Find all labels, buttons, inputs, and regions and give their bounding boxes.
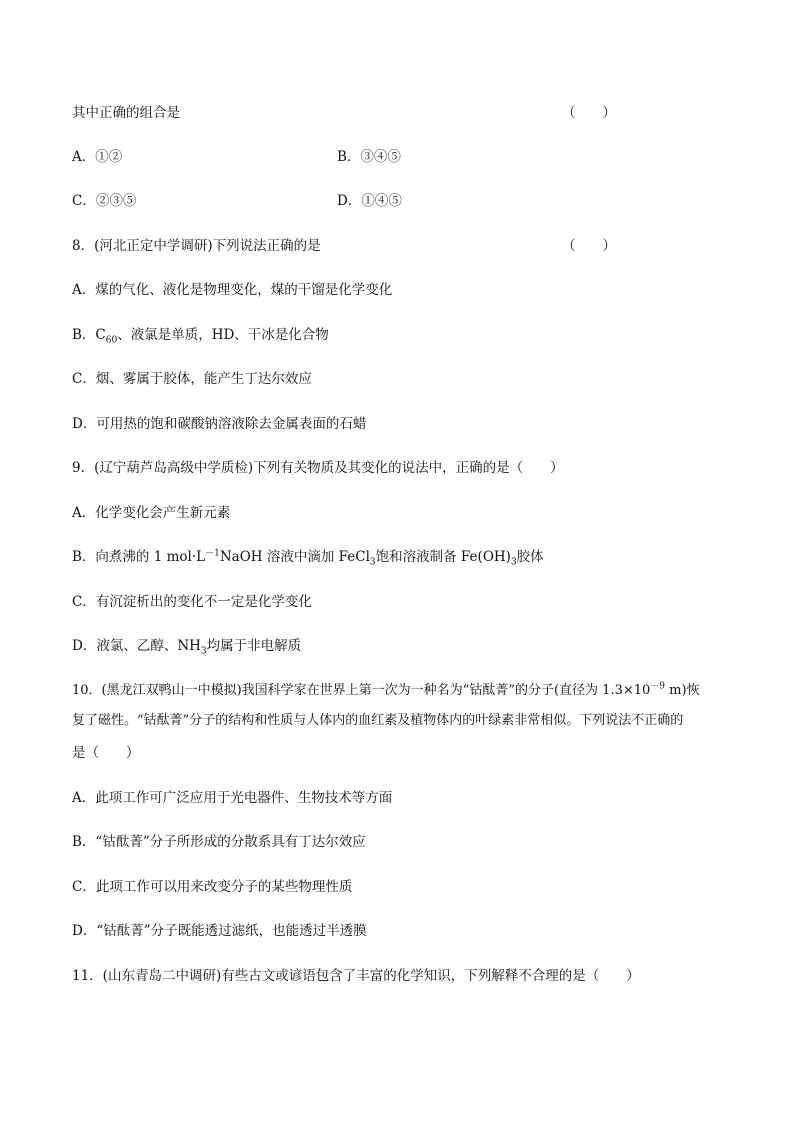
q9-option-b-part3: 饱和溶液制备 Fe(OH) xyxy=(375,549,511,565)
q8-option-d: D．可用热的饱和碳酸钠溶液除去金属表面的石蜡 xyxy=(72,416,367,432)
q10-stem-line1-b: m)恢 xyxy=(665,683,700,698)
q10-option-b: B．“钴酞菁”分子所形成的分散系具有丁达尔效应 xyxy=(72,834,366,850)
q11-stem: 11．(山东青岛二中调研)有些古文或谚语包含了丰富的化学知识，下列解释不合理的是（ ） xyxy=(72,968,640,984)
q9-option-b-sup: －1 xyxy=(205,548,220,559)
q9-option-d-sub: 3 xyxy=(200,646,207,657)
q8-option-a: A．煤的气化、液化是物理变化，煤的干馏是化学变化 xyxy=(72,282,393,298)
q8-option-b-post: 、液氯是单质，HD、干冰是化合物 xyxy=(117,327,329,343)
q10-option-d: D．“钴酞菁”分子既能透过滤纸，也能透过半透膜 xyxy=(72,923,367,939)
q10-stem-line3: 是（ ） xyxy=(72,745,140,761)
q8-answer-paren: （ ） xyxy=(562,238,616,254)
q9-option-b-part1: B．向煮沸的 1 mol·L xyxy=(72,549,206,565)
q7-stem: 其中正确的组合是 xyxy=(72,105,180,121)
q10-stem-line2: 复了磁性。“钴酞菁”分子的结构和性质与人体内的血红素及植物体内的叶绿素非常相似。下列说法不正确的 xyxy=(72,713,684,728)
q9-stem: 9．(辽宁葫芦岛高级中学质检)下列有关物质及其变化的说法中，正确的是（ ） xyxy=(72,460,564,476)
q9-option-b-part4: 胶体 xyxy=(516,549,544,565)
q7-option-c: C．②③⑤ xyxy=(72,193,137,209)
q10-stem-line1-sup: －9 xyxy=(650,681,666,692)
q9-option-d xyxy=(72,636,301,656)
q10-stem-line1-a: 10．(黑龙江双鸭山一中模拟)我国科学家在世界上第一次为一种名为“钴酞菁”的分子(直径为 1.3×10 xyxy=(72,683,651,698)
q9-option-b-sub1: 3 xyxy=(369,557,376,568)
q8-option-b-sub: 60 xyxy=(105,335,118,346)
q7-option-b: B．③④⑤ xyxy=(337,149,401,165)
q9-option-c: C．有沉淀析出的变化不一定是化学变化 xyxy=(72,594,312,610)
q9-option-d-part1: D．液氯、乙醇、NH xyxy=(72,638,201,654)
q8-option-c: C．烟、雾属于胶体，能产生丁达尔效应 xyxy=(72,371,312,387)
q9-option-d-part2: 均属于非电解质 xyxy=(206,638,302,654)
q9-option-b xyxy=(72,547,544,567)
q8-stem: 8．(河北正定中学调研)下列说法正确的是 xyxy=(72,238,321,254)
q10-option-c: C．此项工作可以用来改变分子的某些物理性质 xyxy=(72,879,353,895)
q8-option-b xyxy=(72,325,329,345)
q10-option-a: A．此项工作可广泛应用于光电器件、生物技术等方面 xyxy=(72,790,393,806)
q8-option-b-pre: B．C xyxy=(72,327,106,343)
q10-stem-line1 xyxy=(72,681,700,701)
q9-option-b-part2: NaOH 溶液中滴加 FeCl xyxy=(219,549,370,565)
q7-answer-paren: （ ） xyxy=(562,105,616,121)
q9-option-b-sub2: 3 xyxy=(510,557,517,568)
q7-option-a: A．①② xyxy=(72,149,123,165)
q7-option-d: D．①④⑤ xyxy=(337,193,402,209)
q9-option-a: A．化学变化会产生新元素 xyxy=(72,505,231,521)
